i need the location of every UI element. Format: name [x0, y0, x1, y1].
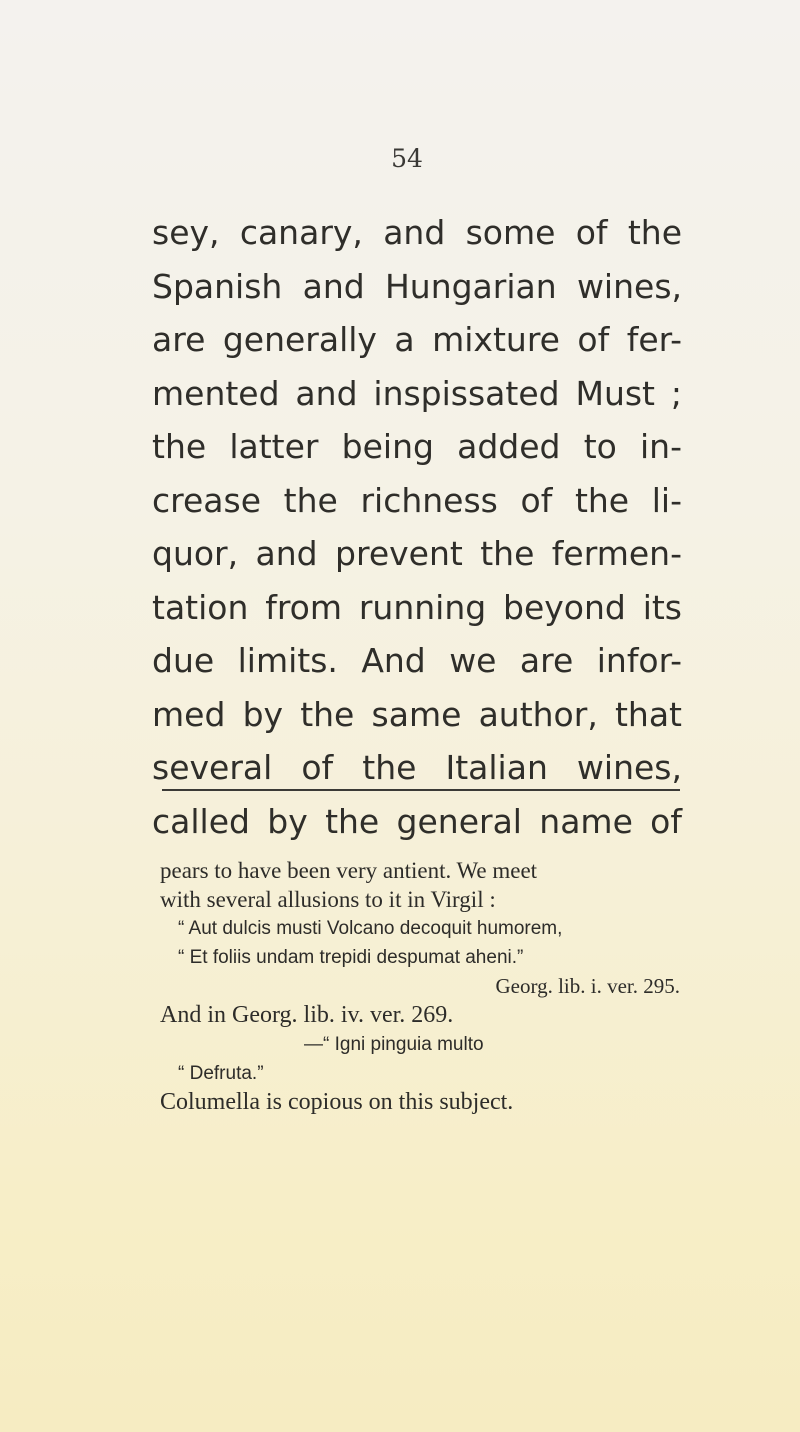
main-text — [152, 206, 682, 848]
text-line: med by the same author, that — [152, 694, 682, 734]
footnote-quote-line: “ Defruta.” — [178, 1063, 264, 1084]
text-line: crease the richness of the li- — [152, 480, 682, 520]
page-number: 54 — [391, 144, 423, 173]
text-line: tation from running beyond its — [152, 587, 682, 627]
footnote-divider — [162, 789, 680, 791]
text-line: quor, and prevent the fermen- — [152, 534, 682, 573]
text-line: several of the Italian wines, — [152, 748, 682, 787]
footnote-reference: Georg. lib. i. ver. 295. — [495, 974, 680, 998]
footnote-quote-line: “ Aut dulcis musti Volcano decoquit humorem, — [178, 918, 563, 939]
footnote — [160, 856, 680, 1117]
text-line: sey, canary, and some of the — [152, 213, 682, 252]
footnote-line: And in Georg. lib. iv. ver. 269. — [160, 1002, 454, 1028]
text-line: called by the general name of — [152, 801, 682, 841]
text-line: due limits. And we are infor- — [152, 641, 682, 680]
footnote-line: pears to have been very antient. We meet — [160, 858, 538, 883]
footnote-line: with several allusions to it in Virgil : — [160, 887, 496, 912]
footnote-quote-line: “ Et foliis undam trepidi despumat aheni.” — [178, 947, 524, 968]
footnote-line: Columella is copious on this subject. — [160, 1089, 514, 1115]
text-line: mented and inspissated Must ; — [152, 373, 682, 413]
text-line: the latter being added to in- — [152, 427, 682, 466]
text-line: are generally a mixture of fer- — [152, 320, 682, 359]
text-line: Spanish and Hungarian wines, — [152, 266, 682, 306]
footnote-quote-line: —“ Igni pinguia multo — [304, 1034, 484, 1055]
